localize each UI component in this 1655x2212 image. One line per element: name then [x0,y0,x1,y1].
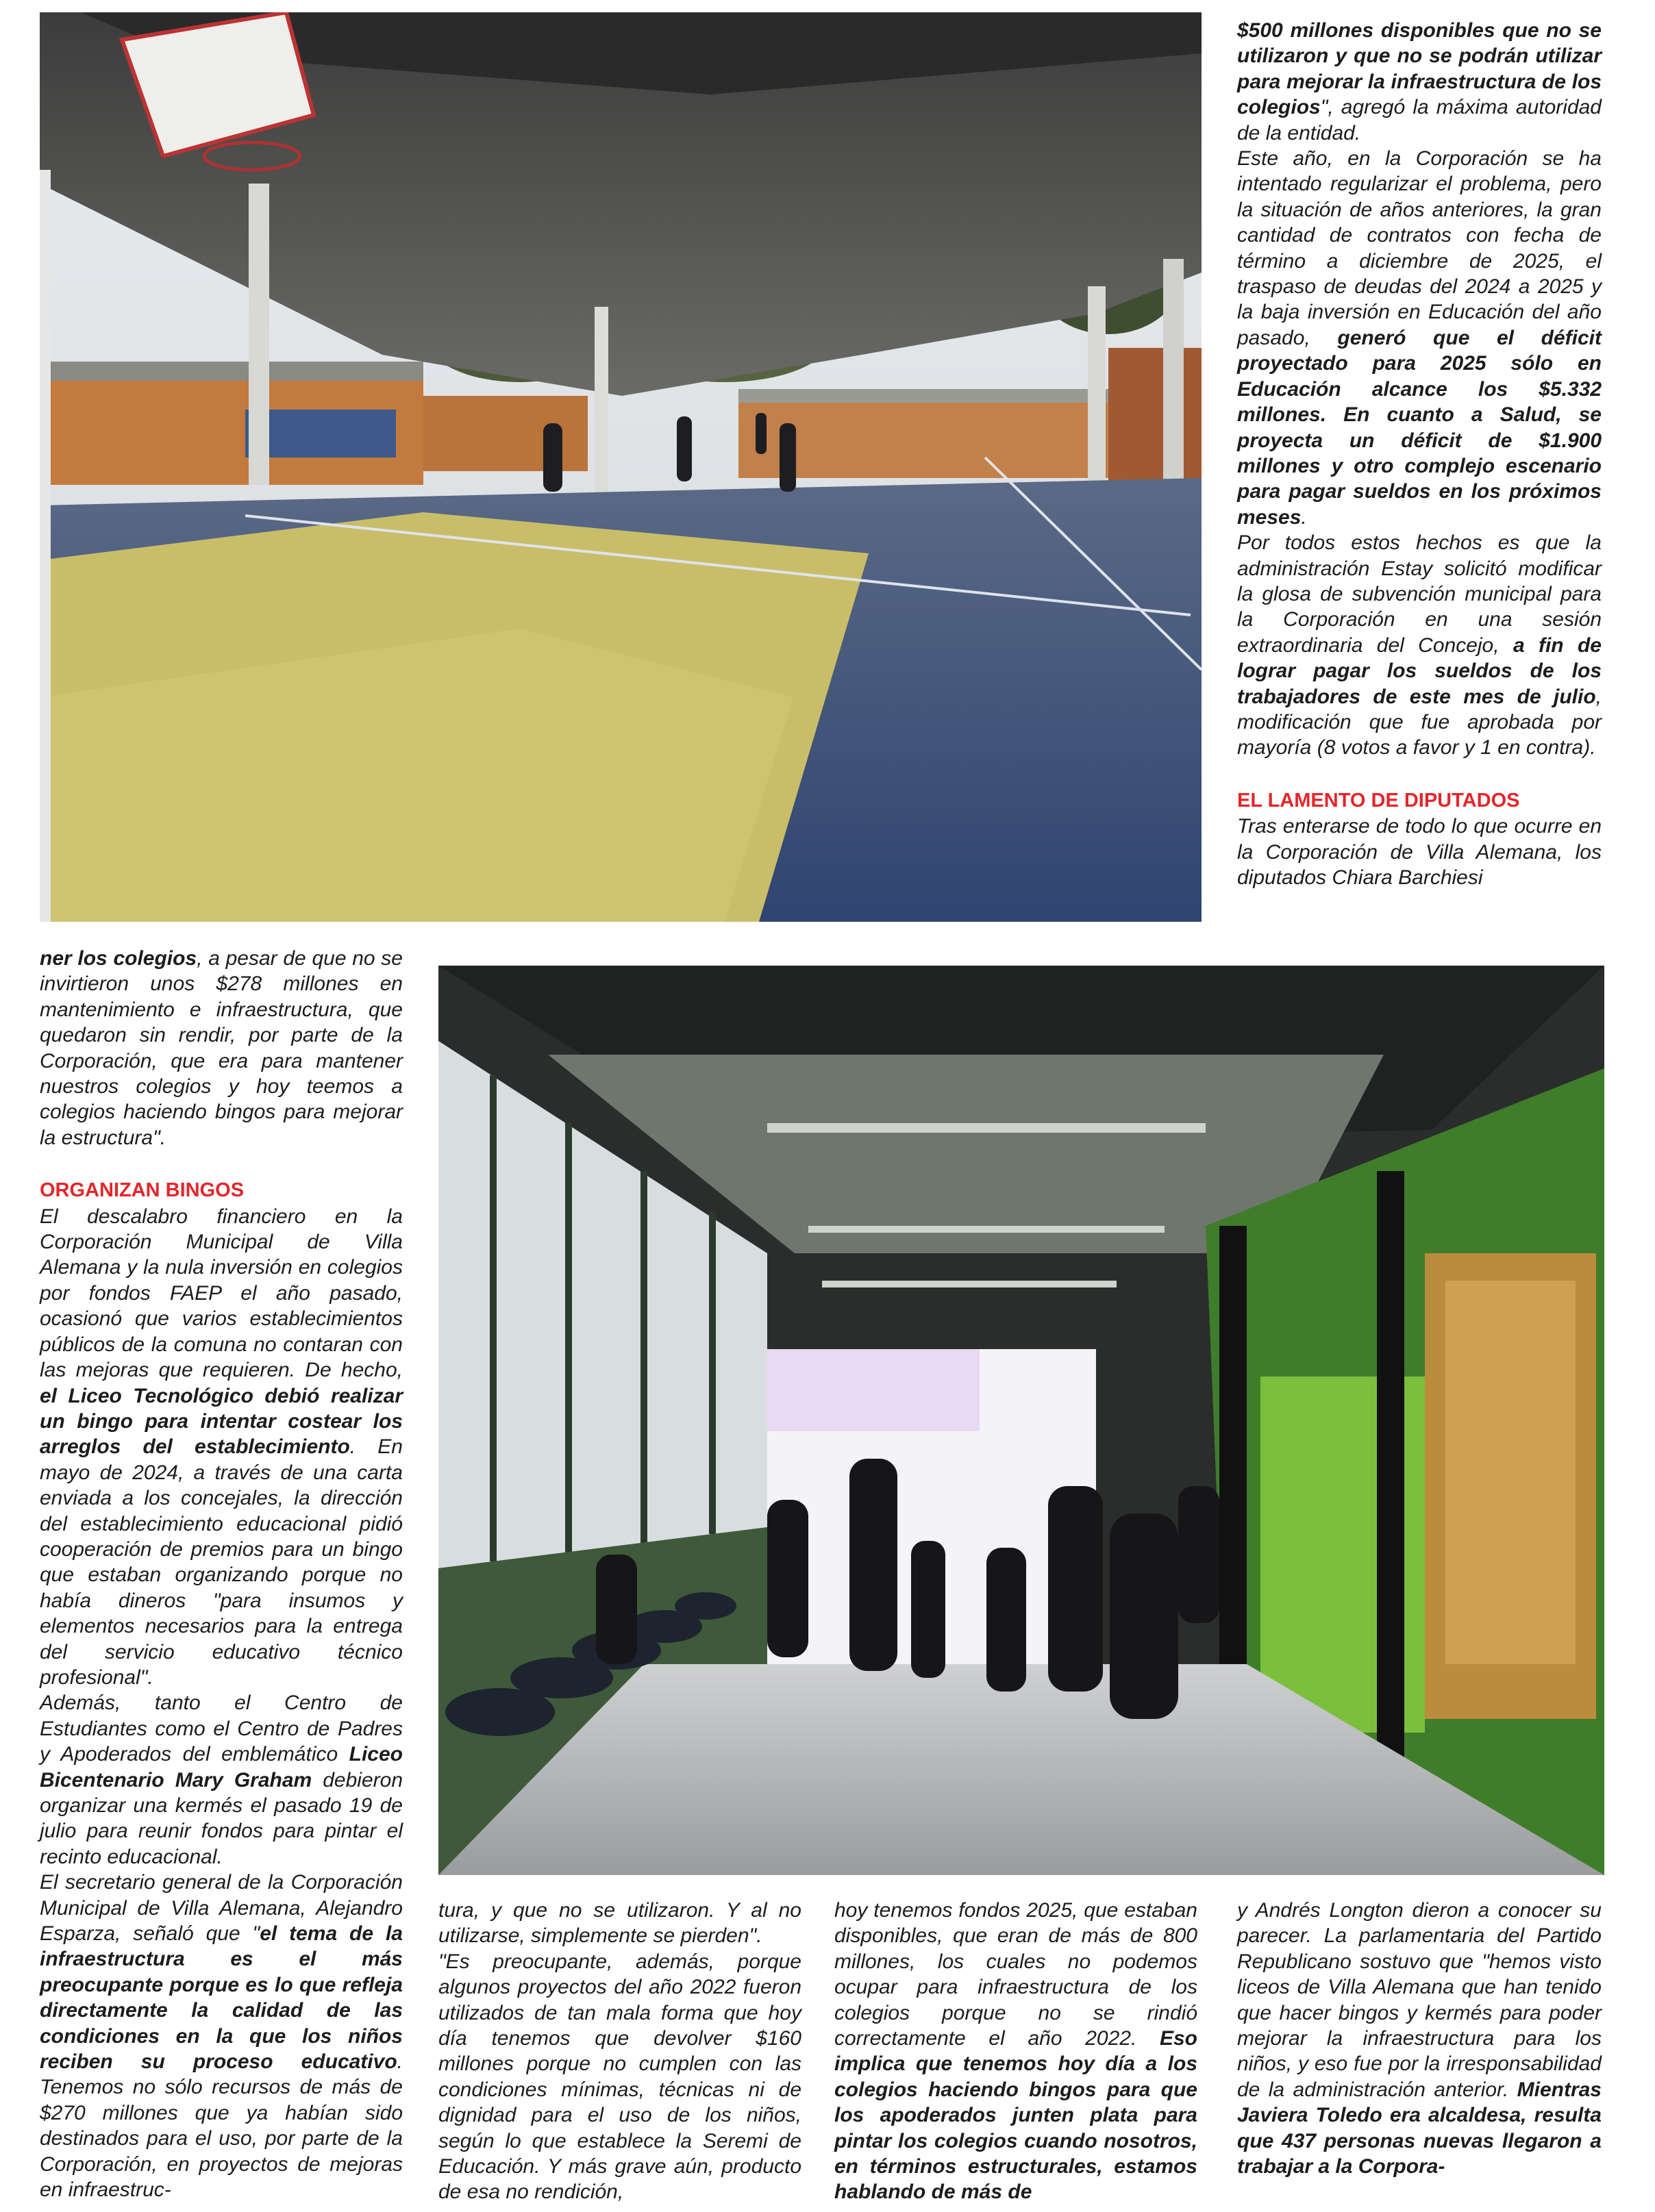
paragraph [1237,814,1602,890]
text-run: y Andrés Longton dieron a conocer su parecer. La parlamentaria del Partido Republicano sostuvo que "hemos visto liceos de Villa Alemana que han tenido que hacer bingos y kermés para poder mejorar la infraestructura para los niños, y eso fue por la irresponsabilidad de la administración anterior. [1237,1899,1602,2101]
article-column-bottom-3 [834,1898,1197,2205]
text-run: debieron organizar una kermés el pasado 19 de julio para reunir fondos para pintar el recinto educacional. [40,1768,403,1868]
paragraph [40,1204,403,1691]
text-run: ", agregó la máxima autoridad de la entidad. [1237,96,1602,144]
bold-run: Eso implica que tenemos hoy día a los colegios haciendo bingos para que los apoderados junten plata para pintar los colegios cuando nosotros, en términos estructurales, estamos hablando de más de [834,2027,1197,2204]
text-run: . En mayo de 2024, a través de una carta enviada a los concejales, la dirección del establecimiento educacional pidió cooperación de premios para un bingo que estaban organizando porque no había dineros "para insumos y elementos necesarios para la entrega del servicio educativo técnico profesional". [40,1435,403,1689]
text-run: . Tenemos no sólo recursos de más de $270 millones que ya habían sido destinados para el uso, por parte de la Corporación, en proyectos de mejoras en infraestruc- [40,2050,403,2202]
bold-run: el Liceo Tecnológico debió realizar un bingo para intentar costear los arreglos del establecimiento [40,1384,403,1459]
paragraph [1237,530,1602,761]
text-run: . [1301,505,1307,529]
article-column-bottom-4 [1237,1898,1602,2179]
body-text-bottom-2 [438,1898,801,2205]
paragraph [438,1898,801,1949]
bold-run: el tema de la infraestructura es el más preocupante porque es lo que refleja directamente la calidad de las condiciones en la que los niños reciben su proceso educativo [40,1922,403,2074]
text-run: tura, y que no se utilizaron. Y al no utilizarse, simplemente se pierden". [438,1899,801,1948]
paragraph [40,1870,403,2202]
bold-run: generó que el déficit proyectado para 2025 sólo en Educación alcance los $5.332 millones. En cuanto a Salud, se proyecta un déficit de $1.900 millones y otro complejo escenario para pagar sueldos en los próximos meses [1237,326,1602,529]
paragraph [1237,18,1602,146]
text-run: Este año, en la Corporación se ha intentado regularizar el problema, pero la situación de años anteriores, la gran cantidad de contratos con fecha de término a diciembre de 2025, el traspaso de deudas del 2024 a 2025 y la baja inversión en Educación del año pasado, [1237,147,1602,349]
bold-run: Liceo Bicentenario Mary Graham [40,1743,403,1792]
bold-run: $500 millones disponibles que no se utilizaron y que no se podrán utilizar para mejorar la infraestructura de los colegios [1237,19,1602,119]
paragraph [40,1690,403,1870]
paragraph [834,1898,1197,2205]
text-run: , a pesar de que no se invirtieron unos $278 millones en mantenimiento e infraestructura, que quedaron sin rendir, por parte de la Corporación, que era para mantener nuestros colegios y hoy teemos a colegios haciendo bingos para mejorar la estructura". [40,947,403,1149]
text-run: Por todos estos hechos es que la administración Estay solicitó modificar la glosa de subvención municipal para la Corporación en una sesión extraordinaria del Concejo, [1237,531,1602,657]
body-text-left-1 [40,946,403,1151]
paragraph [40,946,403,1151]
photo-school-corridor [438,966,1604,1875]
text-run: , modificación que fue aprobada por mayoría (8 votos a favor y 1 en contra). [1237,685,1602,759]
article-column-bottom-2 [438,1898,801,2205]
bold-run: Mientras Javiera Toledo era alcaldesa, resulta que 437 personas nuevas llegaron a trabajar a la Corpora- [1237,2078,1602,2178]
text-run: "Es preocupante, además, porque algunos proyectos del año 2022 fueron utilizados de tan mala forma que hoy día tenemos que devolver $160 millones porque no cumplen con las condiciones mínimas, técnicas ni de dignidad para el uso de los niños, según lo que establece la Seremi de Educación. Y más grave aún, producto de esa no rendición, [438,1950,801,2204]
body-text-bottom-4 [1237,1898,1602,2179]
body-text-bottom-3 [834,1898,1197,2205]
body-text-right-top-2 [1237,814,1602,890]
text-run: Tras enterarse de todo lo que ocurre en la Corporación de Villa Alemana, los diputados Chiara Barchiesi [1237,815,1602,889]
bold-run: a fin de lograr pagar los sueldos de los trabajadores de este mes de julio [1237,633,1602,708]
paragraph [438,1949,801,2205]
text-run: Además, tanto el Centro de Estudiantes como el Centro de Padres y Apoderados del emblemático [40,1692,403,1766]
text-run: hoy tenemos fondos 2025, que estaban disponibles, que eran de más de 800 millones, los cuales no podemos ocupar para infraestructura de los colegios porque no se rindió correctamente el año 2022. [834,1899,1197,2050]
subheading-bingos: ORGANIZAN BINGOS [40,1179,245,1202]
photo-school-court [40,12,1202,922]
article-column-right-top [1237,18,1602,890]
paragraph [1237,146,1602,530]
text-run: El descalabro financiero en la Corporación Municipal de Villa Alemana y la nula inversión en colegios por fondos FAEP el año pasado, ocasionó que varios establecimientos públicos de la comuna no contaran con las mejoras que requieren. De hecho, [40,1205,403,1382]
body-text-left-2 [40,1204,403,2203]
subheading-diputados: EL LAMENTO DE DIPUTADOS [1237,789,1520,812]
paragraph [1237,1898,1602,2179]
body-text-right-top [1237,18,1602,761]
bold-run: ner los colegios [40,947,197,970]
text-run: El secretario general de la Corporación Municipal de Villa Alemana, Alejandro Esparza, señaló que " [40,1871,403,1946]
article-column-left [40,946,403,2203]
